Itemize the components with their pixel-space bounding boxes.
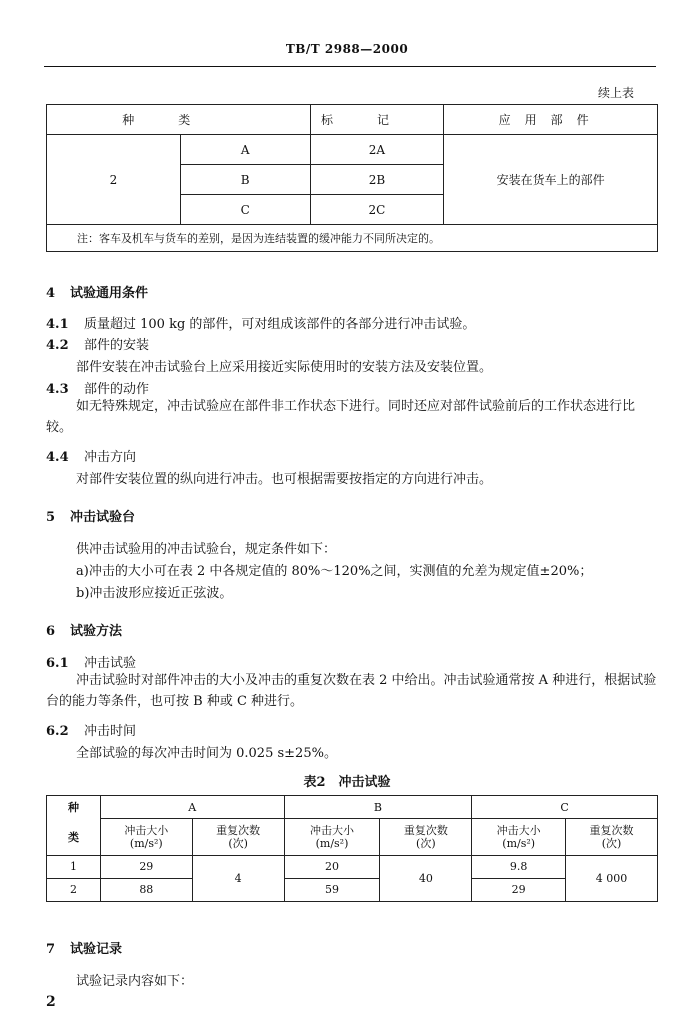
- corner-bottom: 类: [47, 819, 101, 856]
- type-cell: B: [180, 165, 310, 195]
- clause-6-1-title: 6.1 冲击试验: [46, 656, 137, 671]
- document-code: TB/T 2988—2000: [285, 42, 409, 56]
- col-magnitude-b: 冲击大小 (m/s²): [284, 819, 380, 856]
- clause-4-3-title: 4.3 部件的动作: [46, 382, 150, 397]
- page-number: 2: [46, 994, 56, 1010]
- repeat-a: 4: [192, 855, 284, 901]
- header-rule: [44, 66, 656, 67]
- clause-4-4-text: 对部件安装位置的纵向进行冲击。也可根据需要按指定的方向进行冲击。: [76, 472, 493, 487]
- table-row: 1 29 4 20 40 9.8 4 000: [47, 855, 658, 878]
- corner-top: 种: [47, 796, 101, 819]
- section-7-heading: 7 试验记录: [46, 942, 123, 957]
- clause-4-1: 4.1 质量超过 100 kg 的部件，可对组成该部件的各部分进行冲击试验。: [46, 317, 476, 332]
- header-type: 种类: [47, 105, 311, 135]
- mark-cell: 2C: [310, 195, 444, 225]
- group-c-header: C: [472, 796, 658, 819]
- col-repeat-b: 重复次数 (次): [380, 819, 472, 856]
- table-continued-label: 续上表: [597, 86, 634, 100]
- col-magnitude-c: 冲击大小 (m/s²): [472, 819, 566, 856]
- type-cell: C: [180, 195, 310, 225]
- table-2-title: 表2 冲击试验: [303, 775, 391, 790]
- section-5-heading: 5 冲击试验台: [46, 510, 136, 525]
- section-6-heading: 6 试验方法: [46, 624, 123, 639]
- table-row: 2 88 59 29: [47, 878, 658, 901]
- mark-cell: 2B: [310, 165, 444, 195]
- impact-test-table: [46, 795, 658, 902]
- clause-4-2-title: 4.2 部件的安装: [46, 338, 150, 353]
- table-note: 注：客车及机车与货车的差别，是因为连结装置的缓冲能力不同所决定的。: [47, 225, 658, 252]
- group-b-header: B: [284, 796, 472, 819]
- clause-6-2-text: 全部试验的每次冲击时间为 0.025 s±25%。: [76, 746, 337, 761]
- type-cell: A: [180, 135, 310, 165]
- group-a-header: A: [100, 796, 284, 819]
- mark-cell: 2A: [310, 135, 444, 165]
- clause-4-2-text: 部件安装在冲击试验台上应采用接近实际使用时的安装方法及安装位置。: [76, 360, 493, 375]
- clause-6-1-text: 冲击试验时对部件冲击的大小及冲击的重复次数在表 2 中给出。冲击试验通常按 A 种进行，根据试验台的能力等条件，也可按 B 种或 C 种进行。: [46, 673, 657, 709]
- clause-4-3-text: 如无特殊规定，冲击试验应在部件非工作状态下进行。同时还应对部件试验前后的工作状态进行比较。: [46, 399, 636, 435]
- clause-4-4-title: 4.4 冲击方向: [46, 450, 137, 465]
- header-application: 应用部件: [444, 105, 658, 135]
- section-5-item-b: b)冲击波形应接近正弦波。: [76, 586, 233, 601]
- section-7-text: 试验记录内容如下：: [76, 974, 194, 989]
- header-mark: 标记: [310, 105, 444, 135]
- category-table: [46, 104, 658, 252]
- col-repeat-c: 重复次数 (次): [566, 819, 658, 856]
- repeat-b: 40: [380, 855, 472, 901]
- section-5-intro: 供冲击试验用的冲击试验台，规定条件如下：: [76, 542, 337, 557]
- col-repeat-a: 重复次数 (次): [192, 819, 284, 856]
- col-magnitude-a: 冲击大小 (m/s²): [100, 819, 192, 856]
- section-4-heading: 4 试验通用条件: [46, 286, 149, 301]
- section-5-item-a: a)冲击的大小可在表 2 中各规定值的 80%～120%之间，实测值的允差为规定值±20%；: [76, 564, 593, 579]
- application-cell: 安装在货车上的部件: [444, 135, 658, 225]
- clause-6-2-title: 6.2 冲击时间: [46, 724, 137, 739]
- repeat-c: 4 000: [566, 855, 658, 901]
- category-cell: 2: [47, 135, 181, 225]
